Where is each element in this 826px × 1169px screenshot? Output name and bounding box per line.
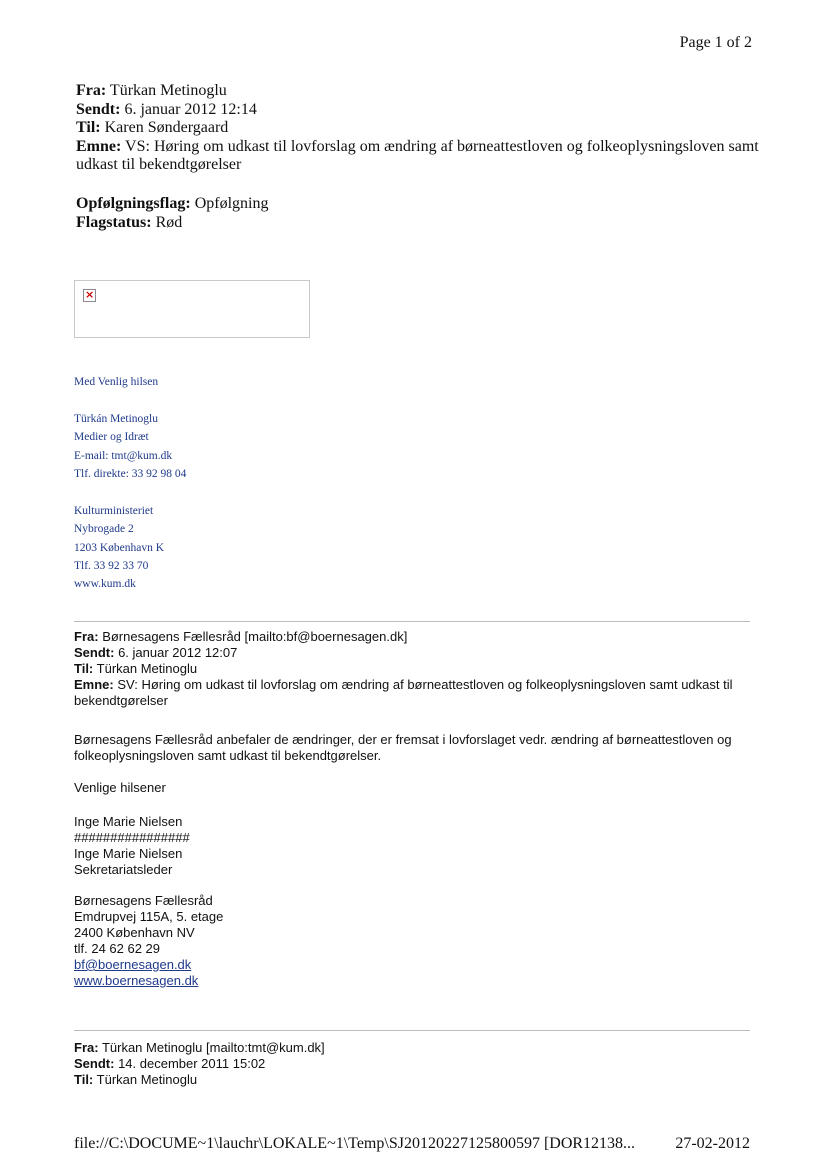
to-label: Til: bbox=[74, 661, 94, 676]
divider bbox=[74, 621, 750, 622]
divider bbox=[74, 1030, 750, 1031]
sent-value: 14. december 2011 15:02 bbox=[118, 1056, 266, 1071]
sent-value: 6. januar 2012 12:07 bbox=[118, 645, 238, 660]
office-web-link[interactable]: www.boernesagen.dk bbox=[74, 973, 199, 988]
to-label: Til: bbox=[76, 119, 101, 137]
subject-row bbox=[76, 138, 766, 175]
flag-row bbox=[76, 195, 268, 214]
to-row bbox=[74, 661, 754, 677]
to-value: Karen Søndergaard bbox=[104, 119, 229, 137]
flag-status-value: Rød bbox=[155, 213, 183, 231]
office-email-link[interactable]: bf@boernesagen.dk bbox=[74, 957, 192, 972]
signer-name: Inge Marie Nielsen bbox=[74, 814, 183, 829]
to-value: Türkan Metinoglu bbox=[96, 661, 198, 676]
from-value: Türkan Metinoglu bbox=[109, 82, 227, 99]
from-label: Fra: bbox=[74, 1040, 99, 1055]
email-header-forwarded bbox=[76, 82, 766, 175]
office-city: 2400 København NV bbox=[74, 925, 195, 940]
office-block bbox=[74, 893, 754, 989]
subject-value: VS: Høring om udkast til lovforslag om ændring af børneattestloven og folkeoplysningsloven samt udkast til bekendtgørelser bbox=[76, 137, 759, 174]
body-paragraph: Børnesagens Fællesråd anbefaler de ændringer, der er fremsat i lovforslaget vedr. ændring af børneattestloven og folkeoplysningsloven samt udkast til bekendtgørelser. bbox=[74, 732, 732, 763]
followup-flags bbox=[76, 195, 268, 232]
closing-greeting: Venlige hilsener bbox=[74, 780, 166, 795]
to-value: Türkan Metinoglu bbox=[96, 1072, 198, 1087]
signature-org-name: Kulturministeriet bbox=[74, 505, 154, 517]
flag-value: Opfølgning bbox=[194, 195, 269, 212]
email-header-reply bbox=[74, 629, 754, 709]
flag-status-row bbox=[76, 214, 268, 233]
from-value: Türkan Metinoglu [mailto:tmt@kum.dk] bbox=[101, 1040, 325, 1055]
embedded-image-frame bbox=[74, 280, 310, 338]
email-header-original bbox=[74, 1040, 754, 1088]
office-street: Emdrupvej 115A, 5. etage bbox=[74, 909, 224, 924]
sent-label: Sendt: bbox=[76, 100, 121, 118]
signer-title: Sekretariatsleder bbox=[74, 862, 173, 877]
to-row bbox=[76, 119, 766, 138]
subject-label: Emne: bbox=[74, 677, 114, 692]
to-label: Til: bbox=[74, 1072, 94, 1087]
from-label: Fra: bbox=[76, 82, 107, 99]
sent-label: Sendt: bbox=[74, 645, 115, 660]
signature-email: E-mail: tmt@kum.dk bbox=[74, 449, 173, 462]
sent-row bbox=[76, 101, 766, 120]
broken-image-icon: × bbox=[85, 288, 95, 301]
sent-row bbox=[74, 645, 754, 661]
subject-value: SV: Høring om udkast til lovforslag om ændring af børneattestloven og folkeoplysningsloven samt udkast til bekendtgørelser bbox=[74, 677, 733, 708]
from-row bbox=[74, 1040, 754, 1056]
signature-dept: Medier og Idræt bbox=[74, 431, 149, 444]
from-value: Børnesagens Fællesråd [mailto:bf@boernesagen.dk] bbox=[102, 629, 408, 644]
signature-organization bbox=[74, 502, 164, 593]
from-row bbox=[76, 82, 766, 101]
signer-block bbox=[74, 814, 754, 878]
office-org: Børnesagens Fællesråd bbox=[74, 893, 213, 908]
sent-row bbox=[74, 1056, 754, 1072]
footer-date: 27-02-2012 bbox=[675, 1135, 750, 1152]
subject-row bbox=[74, 677, 754, 709]
flag-label: Opfølgningsflag: bbox=[76, 195, 191, 212]
signer-name-repeat: Inge Marie Nielsen bbox=[74, 846, 183, 861]
office-phone: tlf. 24 62 62 29 bbox=[74, 941, 161, 956]
from-row bbox=[74, 629, 754, 645]
flag-status-label: Flagstatus: bbox=[76, 213, 152, 231]
signature-city: 1203 København K bbox=[74, 541, 165, 554]
signature-street: Nybrogade 2 bbox=[74, 523, 134, 536]
signature-org-phone: Tlf. 33 92 33 70 bbox=[74, 559, 149, 572]
signer-separator: ################ bbox=[74, 830, 190, 845]
signature-greeting: Med Venlig hilsen bbox=[74, 376, 159, 388]
sent-value: 6. januar 2012 12:14 bbox=[124, 100, 257, 118]
to-row bbox=[74, 1072, 754, 1088]
signature-phone: Tlf. direkte: 33 92 98 04 bbox=[74, 467, 187, 480]
from-label: Fra: bbox=[74, 629, 99, 644]
signature-person bbox=[74, 410, 186, 483]
signature-web: www.kum.dk bbox=[74, 578, 136, 591]
subject-label: Emne: bbox=[76, 137, 122, 155]
sent-label: Sendt: bbox=[74, 1056, 115, 1071]
footer-file-path: file://C:\DOCUME~1\lauchr\LOKALE~1\Temp\SJ20120227125800597 [DOR12138... bbox=[74, 1135, 636, 1152]
page-number: Page 1 of 2 bbox=[679, 34, 752, 51]
signature-name: Türkán Metinoglu bbox=[74, 413, 158, 425]
